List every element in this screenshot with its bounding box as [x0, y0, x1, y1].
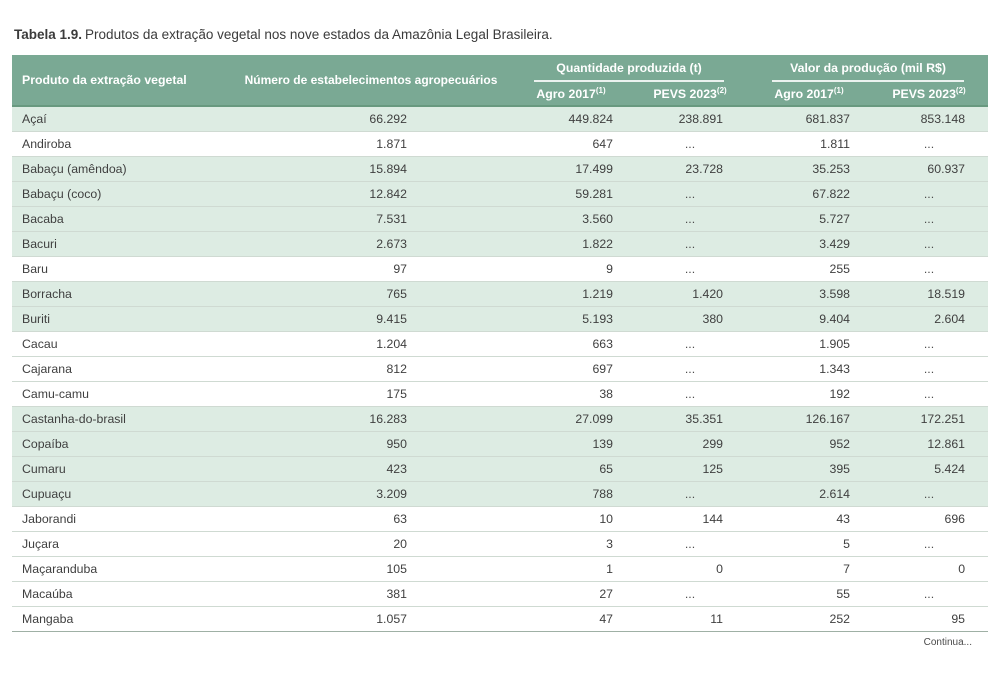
qty-agro-2017-value: 1.822 [510, 231, 632, 256]
product-name: Babaçu (coco) [12, 181, 232, 206]
subheader-label: PEVS 2023 [653, 86, 717, 101]
product-name: Andiroba [12, 131, 232, 156]
subheader-qty-pevs-2023 [632, 82, 748, 106]
establishments-value: 381 [232, 581, 510, 606]
val-pevs-2023-value: ... [870, 531, 988, 556]
table-caption: Produtos da extração vegetal nos nove estados da Amazônia Legal Brasileira. [85, 27, 553, 42]
qty-pevs-2023-value: ... [632, 256, 748, 281]
establishments-value: 765 [232, 281, 510, 306]
val-agro-2017-value: 1.343 [748, 356, 870, 381]
group-header-value [748, 55, 988, 82]
table-row [12, 306, 988, 331]
qty-pevs-2023-value: 380 [632, 306, 748, 331]
val-pevs-2023-value: ... [870, 206, 988, 231]
table-continuation-note: Continua... [923, 636, 972, 648]
qty-agro-2017-value: 9 [510, 256, 632, 281]
product-name: Cajarana [12, 356, 232, 381]
qty-pevs-2023-value: 125 [632, 456, 748, 481]
val-pevs-2023-value: 12.861 [870, 431, 988, 456]
val-pevs-2023-value: ... [870, 256, 988, 281]
qty-agro-2017-value: 10 [510, 506, 632, 531]
qty-agro-2017-value: 65 [510, 456, 632, 481]
product-name: Jaborandi [12, 506, 232, 531]
val-agro-2017-value: 681.837 [748, 106, 870, 131]
qty-agro-2017-value: 17.499 [510, 156, 632, 181]
table-row [12, 456, 988, 481]
establishments-value: 7.531 [232, 206, 510, 231]
val-agro-2017-value: 5 [748, 531, 870, 556]
table-row [12, 256, 988, 281]
qty-agro-2017-value: 697 [510, 356, 632, 381]
val-pevs-2023-value: 172.251 [870, 406, 988, 431]
val-pevs-2023-value: 18.519 [870, 281, 988, 306]
product-name: Juçara [12, 531, 232, 556]
val-agro-2017-value: 2.614 [748, 481, 870, 506]
val-agro-2017-value: 67.822 [748, 181, 870, 206]
group-header-quantity [510, 55, 748, 82]
establishments-value: 3.209 [232, 481, 510, 506]
qty-pevs-2023-value: ... [632, 181, 748, 206]
table-row [12, 206, 988, 231]
val-agro-2017-value: 255 [748, 256, 870, 281]
product-name: Mangaba [12, 606, 232, 631]
val-pevs-2023-value: 5.424 [870, 456, 988, 481]
table-row [12, 106, 988, 131]
product-name: Açaí [12, 106, 232, 131]
val-pevs-2023-value: 696 [870, 506, 988, 531]
subheader-val-pevs-2023 [870, 82, 988, 106]
qty-pevs-2023-value: 144 [632, 506, 748, 531]
qty-pevs-2023-value: 0 [632, 556, 748, 581]
establishments-value: 20 [232, 531, 510, 556]
qty-agro-2017-value: 3.560 [510, 206, 632, 231]
establishments-value: 1.204 [232, 331, 510, 356]
qty-agro-2017-value: 47 [510, 606, 632, 631]
table-number: Tabela 1.9. [14, 27, 83, 42]
table-row [12, 331, 988, 356]
qty-pevs-2023-value: ... [632, 331, 748, 356]
group-header-value-label: Valor da produção (mil R$) [772, 57, 964, 82]
val-agro-2017-value: 3.598 [748, 281, 870, 306]
val-agro-2017-value: 1.811 [748, 131, 870, 156]
product-name: Bacuri [12, 231, 232, 256]
qty-agro-2017-value: 27.099 [510, 406, 632, 431]
establishments-value: 105 [232, 556, 510, 581]
footnote-marker: (1) [595, 85, 606, 95]
val-agro-2017-value: 9.404 [748, 306, 870, 331]
table-row [12, 231, 988, 256]
val-pevs-2023-value: ... [870, 481, 988, 506]
table-row [12, 356, 988, 381]
val-agro-2017-value: 7 [748, 556, 870, 581]
qty-pevs-2023-value: 11 [632, 606, 748, 631]
qty-pevs-2023-value: ... [632, 356, 748, 381]
qty-agro-2017-value: 1.219 [510, 281, 632, 306]
table-row [12, 381, 988, 406]
val-pevs-2023-value: ... [870, 331, 988, 356]
table-row [12, 481, 988, 506]
qty-agro-2017-value: 1 [510, 556, 632, 581]
val-pevs-2023-value: ... [870, 231, 988, 256]
table-row [12, 281, 988, 306]
table-row [12, 531, 988, 556]
qty-pevs-2023-value: ... [632, 531, 748, 556]
product-name: Cumaru [12, 456, 232, 481]
footnote-marker: (1) [833, 85, 844, 95]
group-header-quantity-label: Quantidade produzida (t) [534, 57, 724, 82]
product-name: Cupuaçu [12, 481, 232, 506]
qty-agro-2017-value: 449.824 [510, 106, 632, 131]
establishments-value: 97 [232, 256, 510, 281]
establishments-value: 9.415 [232, 306, 510, 331]
subheader-label: Agro 2017 [774, 86, 834, 101]
establishments-value: 63 [232, 506, 510, 531]
val-pevs-2023-value: 2.604 [870, 306, 988, 331]
qty-pevs-2023-value: ... [632, 231, 748, 256]
val-agro-2017-value: 1.905 [748, 331, 870, 356]
establishments-value: 16.283 [232, 406, 510, 431]
val-agro-2017-value: 126.167 [748, 406, 870, 431]
product-name: Maçaranduba [12, 556, 232, 581]
qty-agro-2017-value: 663 [510, 331, 632, 356]
val-pevs-2023-value: ... [870, 181, 988, 206]
val-agro-2017-value: 952 [748, 431, 870, 456]
establishments-value: 950 [232, 431, 510, 456]
table-row [12, 406, 988, 431]
product-name: Baru [12, 256, 232, 281]
qty-pevs-2023-value: 299 [632, 431, 748, 456]
qty-agro-2017-value: 38 [510, 381, 632, 406]
val-agro-2017-value: 3.429 [748, 231, 870, 256]
qty-pevs-2023-value: ... [632, 381, 748, 406]
table-row [12, 131, 988, 156]
product-name: Bacaba [12, 206, 232, 231]
page-title [14, 27, 988, 42]
column-header-product: Produto da extração vegetal [12, 55, 232, 106]
val-agro-2017-value: 252 [748, 606, 870, 631]
table-row [12, 581, 988, 606]
val-pevs-2023-value: 0 [870, 556, 988, 581]
establishments-value: 66.292 [232, 106, 510, 131]
table-header [12, 55, 988, 106]
qty-pevs-2023-value: 1.420 [632, 281, 748, 306]
footnote-marker: (2) [955, 85, 966, 95]
establishments-value: 15.894 [232, 156, 510, 181]
qty-pevs-2023-value: ... [632, 481, 748, 506]
qty-agro-2017-value: 27 [510, 581, 632, 606]
qty-agro-2017-value: 5.193 [510, 306, 632, 331]
val-agro-2017-value: 192 [748, 381, 870, 406]
product-name: Camu-camu [12, 381, 232, 406]
product-name: Cacau [12, 331, 232, 356]
qty-agro-2017-value: 3 [510, 531, 632, 556]
val-pevs-2023-value: ... [870, 581, 988, 606]
val-agro-2017-value: 55 [748, 581, 870, 606]
subheader-val-agro-2017 [748, 82, 870, 106]
val-agro-2017-value: 43 [748, 506, 870, 531]
product-name: Buriti [12, 306, 232, 331]
qty-agro-2017-value: 647 [510, 131, 632, 156]
qty-pevs-2023-value: ... [632, 581, 748, 606]
val-pevs-2023-value: ... [870, 131, 988, 156]
product-name: Borracha [12, 281, 232, 306]
establishments-value: 2.673 [232, 231, 510, 256]
product-name: Copaíba [12, 431, 232, 456]
establishments-value: 12.842 [232, 181, 510, 206]
subheader-label: Agro 2017 [536, 86, 596, 101]
val-agro-2017-value: 35.253 [748, 156, 870, 181]
table-row [12, 431, 988, 456]
val-agro-2017-value: 395 [748, 456, 870, 481]
establishments-value: 812 [232, 356, 510, 381]
establishments-value: 1.871 [232, 131, 510, 156]
subheader-qty-agro-2017 [510, 82, 632, 106]
val-pevs-2023-value: 853.148 [870, 106, 988, 131]
establishments-value: 175 [232, 381, 510, 406]
val-pevs-2023-value: 60.937 [870, 156, 988, 181]
qty-agro-2017-value: 59.281 [510, 181, 632, 206]
product-name: Macaúba [12, 581, 232, 606]
table-row [12, 556, 988, 581]
val-pevs-2023-value: ... [870, 381, 988, 406]
qty-agro-2017-value: 139 [510, 431, 632, 456]
qty-pevs-2023-value: 35.351 [632, 406, 748, 431]
footnote-marker: (2) [716, 85, 727, 95]
val-pevs-2023-value: 95 [870, 606, 988, 631]
establishments-value: 1.057 [232, 606, 510, 631]
extraction-products-table [12, 55, 988, 632]
subheader-label: PEVS 2023 [892, 86, 956, 101]
qty-pevs-2023-value: 23.728 [632, 156, 748, 181]
establishments-value: 423 [232, 456, 510, 481]
qty-pevs-2023-value: ... [632, 206, 748, 231]
table-row [12, 181, 988, 206]
table-row [12, 506, 988, 531]
column-header-establishments: Número de estabelecimentos agropecuários [232, 55, 510, 106]
table-body [12, 106, 988, 631]
qty-pevs-2023-value: 238.891 [632, 106, 748, 131]
qty-pevs-2023-value: ... [632, 131, 748, 156]
table-row [12, 156, 988, 181]
qty-agro-2017-value: 788 [510, 481, 632, 506]
table-row [12, 606, 988, 631]
val-agro-2017-value: 5.727 [748, 206, 870, 231]
product-name: Castanha-do-brasil [12, 406, 232, 431]
product-name: Babaçu (amêndoa) [12, 156, 232, 181]
val-pevs-2023-value: ... [870, 356, 988, 381]
